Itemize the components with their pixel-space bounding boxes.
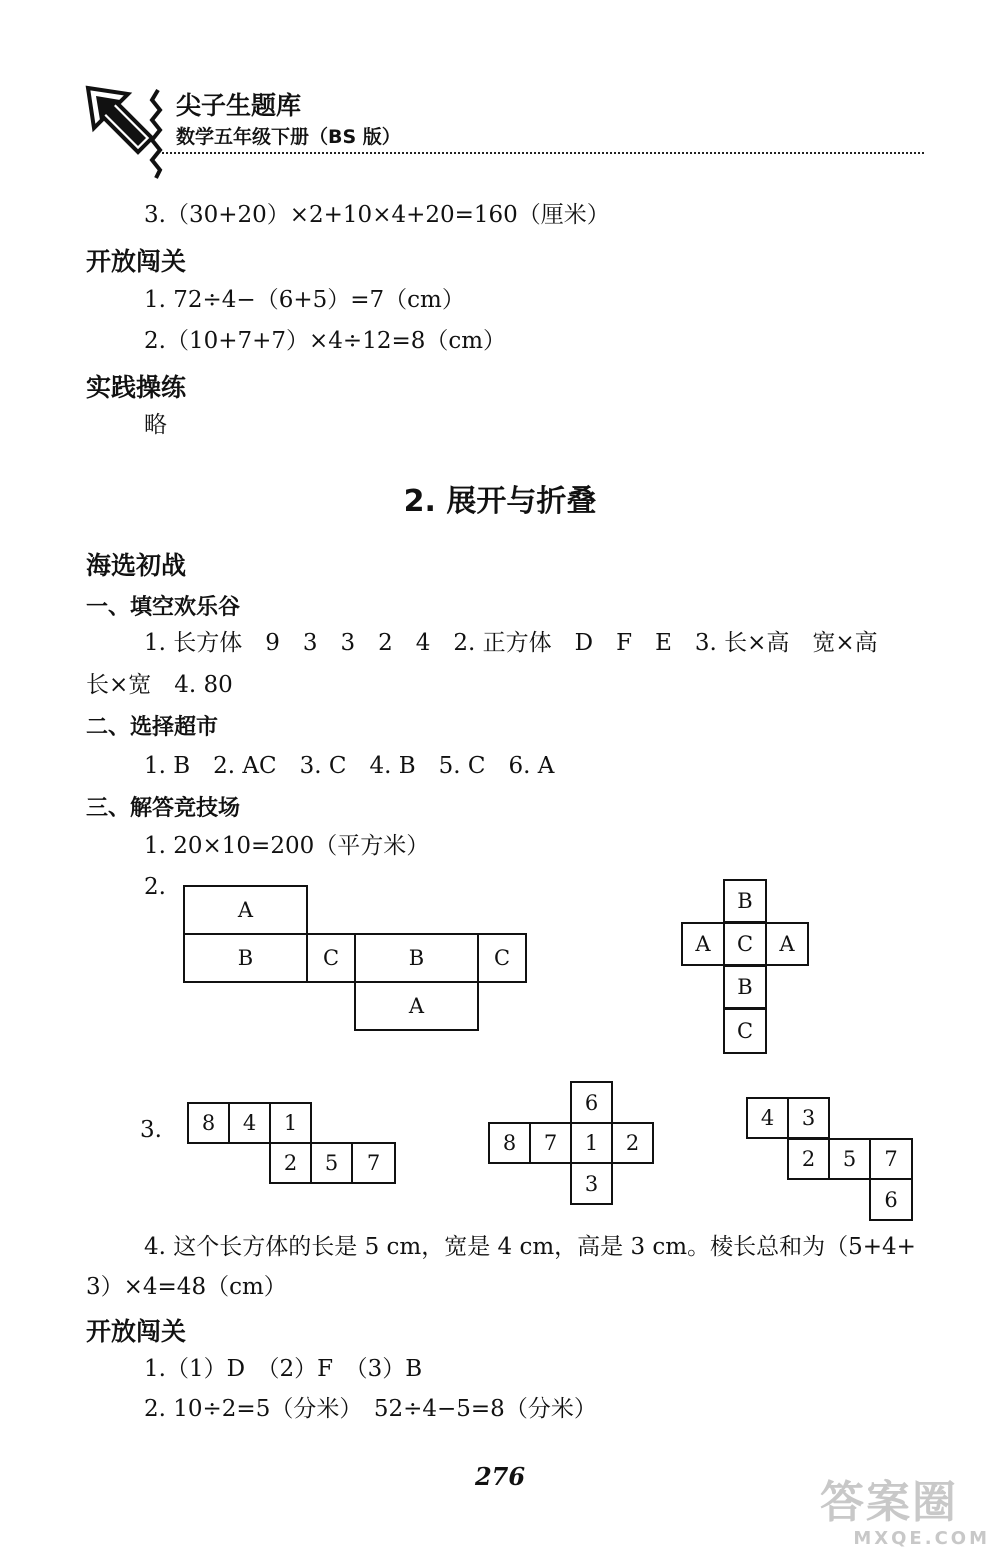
net-cell: C (477, 933, 527, 983)
net-cell: B (183, 933, 308, 983)
fill-answer-line-1: 1. 长方体 9 3 3 2 4 2. 正方体 D F E 3. 长×高 宽×高 (144, 630, 878, 656)
watermark-logo: 答案圈 MXQE.COM (820, 1477, 990, 1549)
net-cell: 5 (828, 1138, 871, 1180)
choice-heading: 二、选择超市 (86, 715, 219, 740)
net-cell: 3 (570, 1162, 613, 1205)
header-divider (162, 152, 924, 154)
prev-answer-q3: 3.（30+20）×2+10×4+20=160（厘米） (144, 202, 610, 228)
answer-q1: 1. 20×10=200（平方米） (144, 833, 430, 859)
net-cell: 2 (611, 1122, 654, 1164)
sea-heading: 海选初战 (86, 551, 187, 580)
net-cell: 4 (228, 1102, 271, 1144)
answer-q4-line-1: 4. 这个长方体的长是 5 cm，宽是 4 cm，高是 3 cm。棱长总和为（5+4+ (144, 1234, 916, 1260)
net-cell: 3 (787, 1097, 830, 1139)
net-cell: B (723, 965, 767, 1009)
fill-heading: 一、填空欢乐谷 (86, 595, 241, 620)
answer-q4-line-2: 3）×4=48（cm） (86, 1274, 287, 1300)
net-cell: B (723, 879, 767, 923)
answer-q2-label: 2. (144, 874, 166, 900)
practice-answer: 略 (144, 412, 167, 438)
section-title: 2. 展开与折叠 (403, 484, 597, 519)
net-cell: 8 (187, 1102, 230, 1144)
net-cell: 7 (869, 1138, 913, 1180)
net-cell: 1 (269, 1102, 312, 1144)
net-cell: A (765, 922, 809, 966)
open-heading-2: 开放闯关 (86, 1317, 187, 1346)
open-answer-1-2: 2.（10+7+7）×4÷12=8（cm） (144, 328, 507, 354)
net-cell: B (354, 933, 479, 983)
net-cell: C (306, 933, 356, 983)
net-cell: 4 (746, 1097, 789, 1139)
answer-q3-label: 3. (140, 1117, 162, 1143)
choice-answers: 1. B 2. AC 3. C 4. B 5. C 6. A (144, 753, 555, 779)
open-heading-1: 开放闯关 (86, 247, 187, 276)
open-answer-2-1: 1.（1）D （2）F （3）B (144, 1356, 423, 1382)
net-cell: C (723, 922, 767, 966)
net-cell: 8 (488, 1122, 531, 1164)
answer-heading: 三、解答竞技场 (86, 796, 241, 821)
net-cell: 1 (570, 1122, 613, 1164)
net-cell: 6 (570, 1081, 613, 1124)
net-cell: 5 (310, 1142, 353, 1184)
header-title: 尖子生题库 (176, 91, 302, 120)
fill-answer-line-2: 长×宽 4. 80 (86, 672, 233, 698)
practice-heading: 实践操练 (86, 373, 187, 402)
net-cell: A (681, 922, 725, 966)
net-cell: A (354, 981, 479, 1031)
net-cell: A (183, 885, 308, 935)
net-cell: 7 (529, 1122, 572, 1164)
net-cell: 2 (269, 1142, 312, 1184)
open-answer-2-2: 2. 10÷2=5（分米） 52÷4−5=8（分米） (144, 1396, 597, 1422)
page-number: 276 (474, 1462, 526, 1491)
logo-arrow-icon (82, 84, 172, 180)
net-cell: 6 (869, 1178, 913, 1221)
net-cell: 7 (351, 1142, 396, 1184)
net-cell: C (723, 1008, 767, 1054)
header-subtitle: 数学五年级下册（BS 版） (176, 126, 401, 148)
open-answer-1-1: 1. 72÷4−（6+5）=7（cm） (144, 287, 465, 313)
net-cell: 2 (787, 1138, 830, 1180)
